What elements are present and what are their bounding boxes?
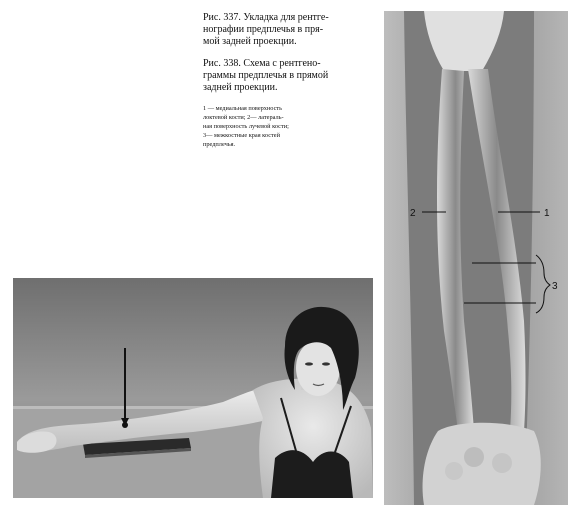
xray-label-3: 3: [552, 281, 558, 292]
xray-label-2: 2: [410, 208, 416, 219]
figure-337-caption: Рис. 337. Укладка для рентге- нографии предплечья в пря- мой задней проекции.: [203, 12, 329, 47]
xray-label-1: 1: [544, 208, 550, 219]
figure-legend: 1 — медиальная поверхность локтевой кости; 2— латераль- ная поверхность лучевой кости; 3— межкостные края костей предплечья.: [203, 105, 289, 148]
figure-338-radiograph: [384, 11, 568, 505]
figure-338-caption: Рис. 338. Схема с рентгено- граммы предплечья в прямой задней проекции.: [203, 58, 329, 93]
forearm-positioning-illustration: [13, 278, 373, 498]
caption-block: [203, 12, 379, 149]
forearm-radiograph-illustration: [384, 11, 568, 505]
figure-337-photo: [13, 278, 373, 498]
